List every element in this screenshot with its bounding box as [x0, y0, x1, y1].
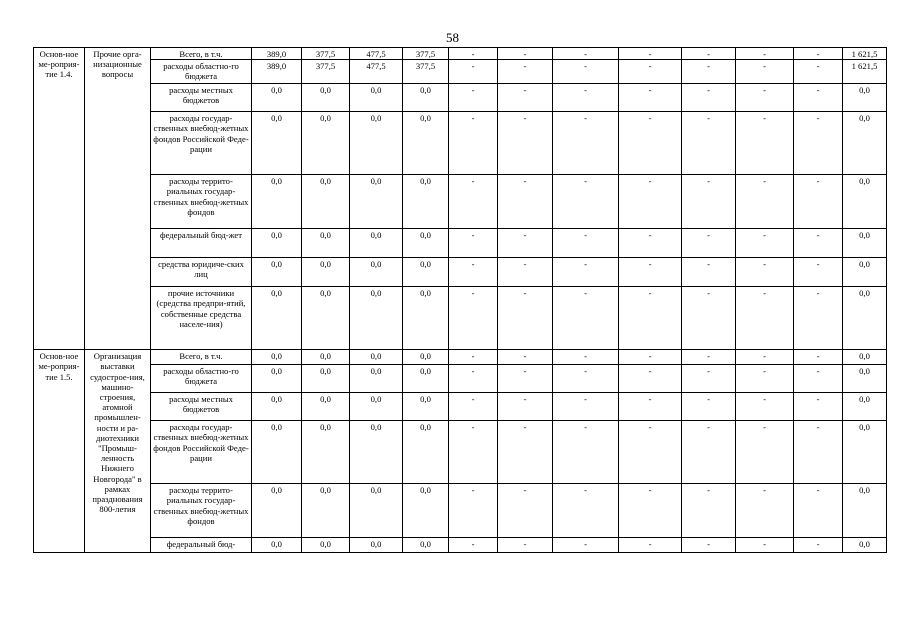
empty-value-cell: -: [736, 175, 794, 229]
value-cell: 0,0: [350, 393, 403, 421]
value-cell: 389,0: [252, 48, 302, 60]
empty-value-cell: -: [794, 229, 843, 258]
empty-value-cell: -: [498, 538, 553, 553]
empty-value-cell: -: [794, 175, 843, 229]
empty-value-cell: -: [736, 421, 794, 484]
value-cell: 0,0: [403, 484, 449, 538]
value-cell: 0,0: [350, 258, 403, 287]
empty-value-cell: -: [498, 350, 553, 365]
empty-value-cell: -: [449, 60, 498, 84]
table-row: [34, 48, 887, 60]
empty-value-cell: -: [682, 84, 736, 112]
empty-value-cell: -: [619, 60, 682, 84]
value-cell: 0,0: [302, 484, 350, 538]
value-cell: 377,5: [302, 60, 350, 84]
empty-value-cell: -: [619, 84, 682, 112]
total-cell: 0,0: [843, 112, 887, 175]
value-cell: 0,0: [350, 538, 403, 553]
value-cell: 477,5: [350, 48, 403, 60]
empty-value-cell: -: [498, 48, 553, 60]
empty-value-cell: -: [553, 175, 619, 229]
value-cell: 0,0: [252, 229, 302, 258]
empty-value-cell: -: [553, 84, 619, 112]
value-cell: 0,0: [350, 112, 403, 175]
empty-value-cell: -: [449, 538, 498, 553]
value-cell: 0,0: [252, 112, 302, 175]
empty-value-cell: -: [682, 350, 736, 365]
empty-value-cell: -: [553, 365, 619, 393]
empty-value-cell: -: [736, 287, 794, 350]
empty-value-cell: -: [619, 229, 682, 258]
funding-source-cell: расходы местных бюджетов: [151, 84, 252, 112]
empty-value-cell: -: [794, 84, 843, 112]
empty-value-cell: -: [736, 84, 794, 112]
empty-value-cell: -: [498, 484, 553, 538]
value-cell: 0,0: [302, 258, 350, 287]
empty-value-cell: -: [498, 84, 553, 112]
value-cell: 0,0: [403, 350, 449, 365]
funding-source-cell: федеральный бюд-: [151, 538, 252, 553]
empty-value-cell: -: [682, 258, 736, 287]
empty-value-cell: -: [736, 393, 794, 421]
empty-value-cell: -: [682, 48, 736, 60]
value-cell: 0,0: [302, 421, 350, 484]
value-cell: 0,0: [350, 84, 403, 112]
empty-value-cell: -: [449, 48, 498, 60]
value-cell: 0,0: [302, 393, 350, 421]
empty-value-cell: -: [736, 538, 794, 553]
empty-value-cell: -: [449, 365, 498, 393]
funding-source-cell: Всего, в т.ч.: [151, 350, 252, 365]
empty-value-cell: -: [736, 229, 794, 258]
funding-source-cell: расходы областно-го бюджета: [151, 60, 252, 84]
empty-value-cell: -: [794, 538, 843, 553]
empty-value-cell: -: [682, 365, 736, 393]
activity-name-cell: Прочие орга-низационные вопросы: [85, 48, 151, 350]
empty-value-cell: -: [553, 350, 619, 365]
empty-value-cell: -: [449, 258, 498, 287]
value-cell: 0,0: [403, 365, 449, 393]
empty-value-cell: -: [736, 258, 794, 287]
empty-value-cell: -: [794, 112, 843, 175]
activity-code-cell: Основ-ное ме-роприя-тие 1.5.: [34, 350, 85, 553]
value-cell: 0,0: [302, 350, 350, 365]
table-row: [34, 60, 887, 84]
value-cell: 0,0: [350, 350, 403, 365]
value-cell: 0,0: [252, 365, 302, 393]
total-cell: 0,0: [843, 84, 887, 112]
table-row: [34, 229, 887, 258]
empty-value-cell: -: [682, 112, 736, 175]
value-cell: 0,0: [403, 258, 449, 287]
funding-source-cell: расходы областно-го бюджета: [151, 365, 252, 393]
empty-value-cell: -: [682, 538, 736, 553]
value-cell: 377,5: [403, 48, 449, 60]
empty-value-cell: -: [619, 365, 682, 393]
value-cell: 0,0: [403, 112, 449, 175]
value-cell: 0,0: [252, 350, 302, 365]
empty-value-cell: -: [498, 365, 553, 393]
value-cell: 0,0: [302, 365, 350, 393]
empty-value-cell: -: [736, 112, 794, 175]
empty-value-cell: -: [682, 393, 736, 421]
value-cell: 477,5: [350, 60, 403, 84]
value-cell: 0,0: [350, 421, 403, 484]
table-row: [34, 287, 887, 350]
empty-value-cell: -: [794, 421, 843, 484]
empty-value-cell: -: [682, 229, 736, 258]
funding-source-cell: федеральный бюд-жет: [151, 229, 252, 258]
total-cell: 0,0: [843, 421, 887, 484]
empty-value-cell: -: [449, 175, 498, 229]
funding-source-cell: Всего, в т.ч.: [151, 48, 252, 60]
value-cell: 0,0: [252, 84, 302, 112]
empty-value-cell: -: [553, 421, 619, 484]
value-cell: 0,0: [403, 175, 449, 229]
value-cell: 0,0: [302, 112, 350, 175]
empty-value-cell: -: [449, 287, 498, 350]
funding-source-cell: расходы террито-риальных государ-ственных внебюд-жетных фондов: [151, 484, 252, 538]
total-cell: 0,0: [843, 350, 887, 365]
table-row: [34, 258, 887, 287]
empty-value-cell: -: [794, 350, 843, 365]
table-row: [34, 421, 887, 484]
empty-value-cell: -: [619, 484, 682, 538]
table-row: [34, 393, 887, 421]
empty-value-cell: -: [498, 60, 553, 84]
value-cell: 377,5: [302, 48, 350, 60]
empty-value-cell: -: [553, 484, 619, 538]
empty-value-cell: -: [498, 258, 553, 287]
value-cell: 0,0: [350, 365, 403, 393]
total-cell: 0,0: [843, 484, 887, 538]
activity-code-cell: Основ-ное ме-роприя-тие 1.4.: [34, 48, 85, 350]
total-cell: 0,0: [843, 229, 887, 258]
total-cell: 0,0: [843, 538, 887, 553]
empty-value-cell: -: [498, 175, 553, 229]
value-cell: 377,5: [403, 60, 449, 84]
table-row: [34, 484, 887, 538]
empty-value-cell: -: [553, 538, 619, 553]
activity-name-cell: Организация выставки судострое-ния, машино-строения, атомной промышлен-ности и ра-диотехники "Промыш-ленность Нижнего Новгорода" в рамках празднования 800-летия: [85, 350, 151, 553]
funding-source-cell: расходы террито-риальных государ-ственных внебюд-жетных фондов: [151, 175, 252, 229]
value-cell: 0,0: [302, 287, 350, 350]
page-number: 58: [446, 30, 459, 45]
total-cell: 0,0: [843, 287, 887, 350]
empty-value-cell: -: [736, 60, 794, 84]
empty-value-cell: -: [619, 421, 682, 484]
empty-value-cell: -: [449, 393, 498, 421]
empty-value-cell: -: [619, 175, 682, 229]
empty-value-cell: -: [794, 365, 843, 393]
value-cell: 0,0: [302, 229, 350, 258]
value-cell: 0,0: [403, 84, 449, 112]
empty-value-cell: -: [553, 287, 619, 350]
funding-source-cell: расходы местных бюджетов: [151, 393, 252, 421]
empty-value-cell: -: [736, 484, 794, 538]
value-cell: 389,0: [252, 60, 302, 84]
value-cell: 0,0: [350, 229, 403, 258]
empty-value-cell: -: [553, 258, 619, 287]
value-cell: 0,0: [302, 84, 350, 112]
funding-source-cell: расходы государ-ственных внебюд-жетных фондов Российской Феде-рации: [151, 421, 252, 484]
empty-value-cell: -: [449, 84, 498, 112]
empty-value-cell: -: [553, 112, 619, 175]
empty-value-cell: -: [682, 484, 736, 538]
value-cell: 0,0: [350, 484, 403, 538]
empty-value-cell: -: [794, 48, 843, 60]
empty-value-cell: -: [619, 538, 682, 553]
value-cell: 0,0: [252, 258, 302, 287]
value-cell: 0,0: [252, 484, 302, 538]
budget-table: [33, 47, 887, 553]
empty-value-cell: -: [682, 287, 736, 350]
empty-value-cell: -: [794, 258, 843, 287]
empty-value-cell: -: [619, 350, 682, 365]
funding-source-cell: средства юридиче-ских лиц: [151, 258, 252, 287]
empty-value-cell: -: [498, 393, 553, 421]
empty-value-cell: -: [619, 258, 682, 287]
empty-value-cell: -: [498, 112, 553, 175]
empty-value-cell: -: [736, 48, 794, 60]
funding-source-cell: прочие источники (средства предпри-ятий, собственные средства населе-ния): [151, 287, 252, 350]
empty-value-cell: -: [682, 175, 736, 229]
empty-value-cell: -: [794, 484, 843, 538]
empty-value-cell: -: [794, 60, 843, 84]
empty-value-cell: -: [449, 484, 498, 538]
total-cell: 0,0: [843, 365, 887, 393]
value-cell: 0,0: [403, 421, 449, 484]
table-row: [34, 365, 887, 393]
empty-value-cell: -: [619, 112, 682, 175]
funding-source-cell: расходы государ-ственных внебюд-жетных фондов Российской Феде-рации: [151, 112, 252, 175]
empty-value-cell: -: [449, 350, 498, 365]
empty-value-cell: -: [794, 287, 843, 350]
value-cell: 0,0: [350, 175, 403, 229]
empty-value-cell: -: [736, 350, 794, 365]
empty-value-cell: -: [498, 229, 553, 258]
empty-value-cell: -: [736, 365, 794, 393]
total-cell: 0,0: [843, 175, 887, 229]
value-cell: 0,0: [302, 175, 350, 229]
empty-value-cell: -: [449, 421, 498, 484]
empty-value-cell: -: [619, 287, 682, 350]
empty-value-cell: -: [498, 421, 553, 484]
value-cell: 0,0: [403, 393, 449, 421]
value-cell: 0,0: [403, 538, 449, 553]
table-row: [34, 538, 887, 553]
table-row: [34, 175, 887, 229]
empty-value-cell: -: [682, 60, 736, 84]
empty-value-cell: -: [553, 393, 619, 421]
total-cell: 0,0: [843, 258, 887, 287]
value-cell: 0,0: [302, 538, 350, 553]
value-cell: 0,0: [403, 229, 449, 258]
empty-value-cell: -: [449, 112, 498, 175]
empty-value-cell: -: [553, 60, 619, 84]
value-cell: 0,0: [252, 538, 302, 553]
total-cell: 0,0: [843, 393, 887, 421]
empty-value-cell: -: [449, 229, 498, 258]
total-cell: 1 621,5: [843, 48, 887, 60]
empty-value-cell: -: [498, 287, 553, 350]
total-cell: 1 621,5: [843, 60, 887, 84]
empty-value-cell: -: [794, 393, 843, 421]
value-cell: 0,0: [403, 287, 449, 350]
value-cell: 0,0: [252, 393, 302, 421]
empty-value-cell: -: [682, 421, 736, 484]
table-row: [34, 84, 887, 112]
table-row: [34, 350, 887, 365]
value-cell: 0,0: [252, 175, 302, 229]
value-cell: 0,0: [252, 287, 302, 350]
value-cell: 0,0: [350, 287, 403, 350]
value-cell: 0,0: [252, 421, 302, 484]
empty-value-cell: -: [619, 393, 682, 421]
table-row: [34, 112, 887, 175]
empty-value-cell: -: [553, 48, 619, 60]
empty-value-cell: -: [619, 48, 682, 60]
empty-value-cell: -: [553, 229, 619, 258]
